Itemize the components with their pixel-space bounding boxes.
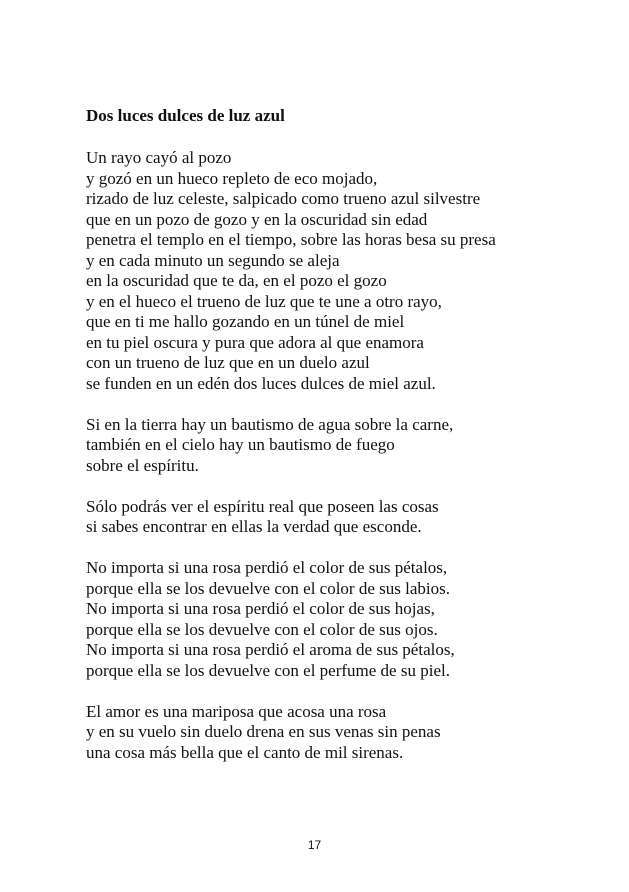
stanza [86,558,626,681]
poem-line: porque ella se los devuelve con el color de sus labios. [86,578,450,598]
poem-line: sobre el espíritu. [86,455,199,475]
stanza [86,702,626,764]
poem-line: rizado de luz celeste, salpicado como trueno azul silvestre [86,189,481,208]
poem-line: porque ella se los devuelve con el color de sus ojos. [86,619,438,639]
poem-line: que en un pozo de gozo y en la oscuridad sin edad [86,209,428,229]
poem-line: con un trueno de luz que en un duelo azul [86,353,370,372]
poem-line: se funden en un edén dos luces dulces de miel azul. [86,373,436,393]
poem-line: en tu piel oscura y pura que adora al que enamora [86,332,424,352]
poem-line: y en el hueco el trueno de luz que te une a otro rayo, [86,291,442,311]
poem-line: una cosa más bella que el canto de mil sirenas. [86,742,404,762]
poem-line: y en su vuelo sin duelo drena en sus venas sin penas [86,722,441,741]
poem-line: No importa si una rosa perdió el color de sus hojas, [86,599,435,618]
stanza [86,415,626,477]
poem-line: porque ella se los devuelve con el perfume de su piel. [86,660,450,680]
stanza [86,497,626,538]
poem-body [86,148,626,763]
poem-line: Sólo podrás ver el espíritu real que poseen las cosas [86,496,439,516]
poem-line: Si en la tierra hay un bautismo de agua sobre la carne, [86,414,454,434]
poem-line: y en cada minuto un segundo se aleja [86,250,340,270]
poem-line: Un rayo cayó al pozo [86,148,232,167]
poem-line: No importa si una rosa perdió el color de sus pétalos, [86,558,448,577]
poem-title: Dos luces dulces de luz azul [86,106,285,125]
poem-line: penetra el templo en el tiempo, sobre las horas besa su presa [86,230,496,249]
poem-line: que en ti me hallo gozando en un túnel de miel [86,312,405,331]
poem-line: en la oscuridad que te da, en el pozo el gozo [86,271,387,290]
page-number: 17 [307,838,322,852]
poem-line: No importa si una rosa perdió el aroma de sus pétalos, [86,640,455,659]
poem-line: si sabes encontrar en ellas la verdad que esconde. [86,517,422,536]
poem-line: y gozó en un hueco repleto de eco mojado, [86,168,378,188]
poem-line: El amor es una mariposa que acosa una rosa [86,701,387,721]
poem-line: también en el cielo hay un bautismo de fuego [86,435,395,454]
stanza [86,148,626,394]
